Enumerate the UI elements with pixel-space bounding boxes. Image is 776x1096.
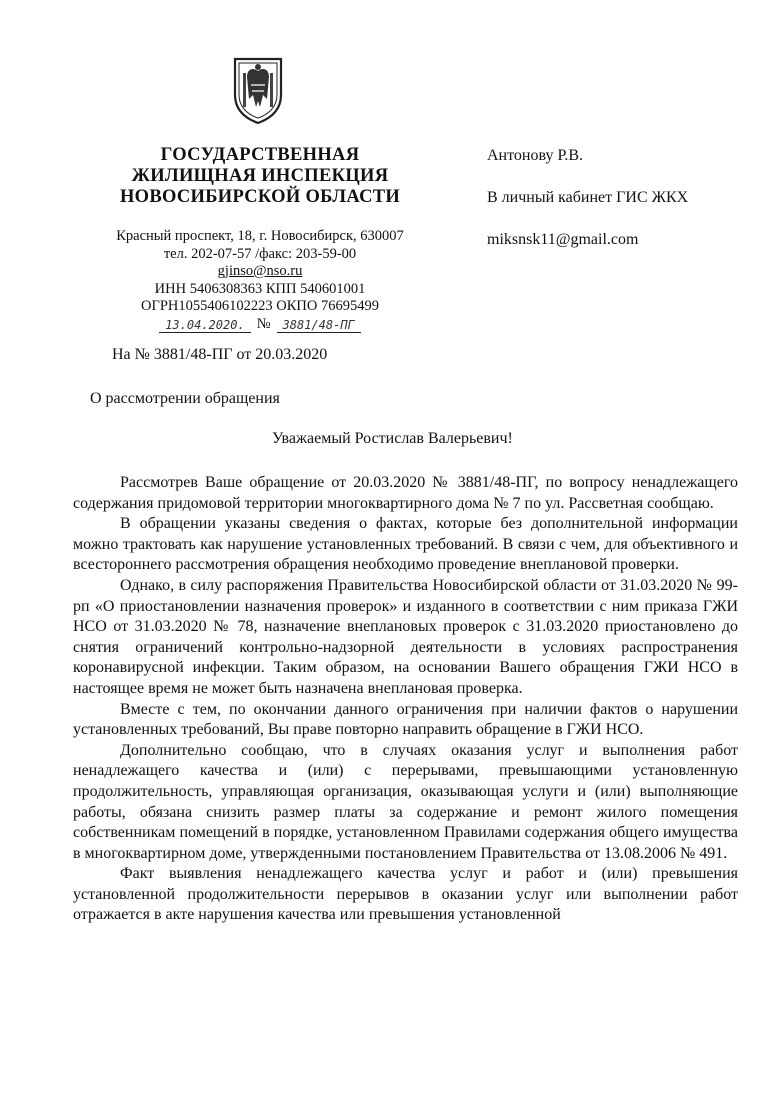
coat-of-arms-icon — [229, 55, 287, 125]
org-title-line: НОВОСИБИРСКОЙ ОБЛАСТИ — [119, 187, 401, 207]
paragraph: Однако, в силу распоряжения Правительства Новосибирской области от 31.03.2020 № 99-рп «О приостановлении назначения проверок» и изданного в соответствии с ним приказа ГЖИ НСО от 31.03.2020 № 78, назначение внеплановых проверок с 31.03.2020 приостановлено до снятия ограничений контрольно-надзорной деятельности в условиях распространения коронавирусной инфекции. Таким образом, на основании Вашего обращения ГЖИ НСО в настоящее время не может быть назначена внеплановая проверка. — [73, 576, 738, 697]
paragraph: Вместе с тем, по окончании данного ограничения при наличии фактов о нарушении установленных требований, Вы праве повторно направить обращение в ГЖИ НСО. — [73, 700, 738, 739]
inn-line: ИНН 5406308363 КПП 540601001 — [154, 280, 366, 297]
org-title-line: ЖИЛИЩНАЯ ИНСПЕКЦИЯ — [131, 166, 389, 186]
ogrn-line: ОГРН1055406102223 ОКПО 76695499 — [141, 298, 379, 314]
address-line: Красный проспект, 18, г. Новосибирск, 630007 — [116, 228, 404, 244]
recipient-name: Антонову Р.В. — [487, 147, 584, 164]
letter-body — [73, 473, 738, 926]
recipient-cabinet: В личный кабинет ГИС ЖКХ — [487, 189, 689, 206]
organization-address — [90, 228, 430, 335]
org-title-line: ГОСУДАРСТВЕННАЯ — [160, 145, 360, 165]
reply-reference: На № 3881/48-ПГ от 20.03.2020 — [112, 346, 328, 363]
recipient-block — [487, 146, 688, 250]
subject-line: О рассмотрении обращения — [90, 390, 280, 407]
paragraph: Дополнительно сообщаю, что в случаях оказания услуг и выполнения работ ненадлежащего качества и (или) с перерывами, превышающими установленную продолжительность, управляющая организация, оказывающая услуги и (или) выполняющие работы, обязана снизить размер платы за содержание и ремонт жилого помещения собственникам помещений в порядке, установленном Правилами содержания общего имущества в многоквартирном доме, утвержденными постановлением Правительства от 13.08.2006 № 491. — [73, 741, 738, 862]
registration-date: 13.04.2020. — [159, 318, 250, 333]
registration-number: 3881/48-ПГ — [277, 318, 361, 333]
recipient-email: miksnsk11@gmail.com — [487, 231, 639, 248]
greeting: Уважаемый Ростислав Валерьевич! — [272, 430, 513, 447]
number-sign: № — [256, 315, 271, 332]
org-email-link[interactable]: gjinso@nso.ru — [217, 263, 303, 279]
organization-title — [100, 145, 420, 208]
paragraph: В обращении указаны сведения о фактах, которые без дополнительной информации можно трактовать как нарушение установленных требований. В связи с чем, для объективного и всестороннего рассмотрения обращения необходимо проведение внеплановой проверки. — [73, 515, 738, 574]
registration-line — [159, 316, 361, 334]
paragraph: Факт выявления ненадлежащего качества услуг и работ и (или) превышения установленной продолжительности перерывов в оказании услуг или выполнении работ отражается в акте нарушения качества или превышения установленной — [73, 865, 738, 924]
paragraph: Рассмотрев Ваше обращение от 20.03.2020 № 3881/48-ПГ, по вопросу ненадлежащего содержания придомовой территории многоквартирного дома № 7 по ул. Рассветная сообщаю. — [73, 474, 738, 512]
phone-line: тел. 202-07-57 /факс: 203-59-00 — [163, 245, 357, 262]
